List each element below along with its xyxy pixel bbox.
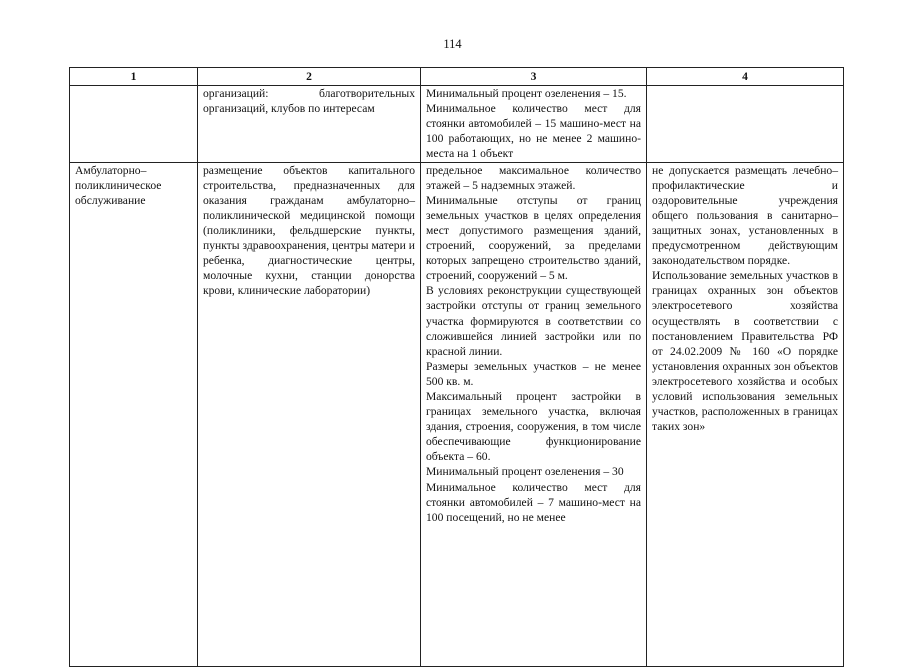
row2-col1-cell [70, 162, 198, 666]
use-type-description: размещение объектов капитального строительства, предназначенных для оказания гражданам амбулаторно–поликлинической медицинской помощи (поликлиники, фельдшерские пункты, пункты здравоохранения, центры матери и ребенка, диагностические центры, молочные кухни, станции донорства крови, клинические лаборатории) [203, 163, 415, 298]
row2-col2-cell [198, 162, 421, 666]
param-max-coverage: Максимальный процент застройки в границах земельного участка, включая здания, строения, сооружения, в том числе обеспечивающие функционирование объекта – 60. [426, 389, 641, 464]
use-type-name: Амбулаторно–поликлиническое обслуживание [75, 163, 162, 207]
restriction-sanitary-zones: не допускается размещать лечебно–профилактические и оздоровительные учреждения общего пользования в санитарно–защитных зонах, установленных в предусмотренном действующим законодательством порядке. [652, 163, 838, 268]
row1-col1-cell [70, 86, 198, 162]
param-min-greenery: Минимальный процент озеленения – 30 [426, 465, 624, 479]
row1-col3-para-1: Минимальный процент озеленения – 15. [426, 87, 627, 101]
param-plot-size: Размеры земельных участков – не менее 500 кв. м. [426, 359, 641, 388]
table-row [70, 86, 844, 162]
row1-col3-para-2: Минимальное количество мест для стоянки автомобилей – 15 машино-мест на 100 работающих, но не менее 2 машино-места на 1 объект [426, 102, 641, 161]
row2-col3-cell [421, 162, 647, 666]
row1-col3-cell [421, 86, 647, 162]
column-header-3: 3 [421, 68, 647, 86]
row1-col4-cell [647, 86, 844, 162]
table-row [70, 162, 844, 666]
row2-col4-cell [647, 162, 844, 666]
table-header-row [70, 68, 844, 86]
page-number: 114 [443, 37, 462, 51]
column-header-1: 1 [70, 68, 198, 86]
restriction-power-grid-zones: Использование земельных участков в границах охранных зон объектов электросетевого хозяйства осуществлять в соответствии с постановлением Правительства РФ от 24.02.2009 № 160 «О порядке установления охранных зон объектов электросетевого хозяйства и особых условий использования земельных участков, расположенных в границах таких зон» [652, 269, 838, 434]
param-parking: Минимальное количество мест для стоянки автомобилей – 7 машино-мест на 100 посещений, но не менее [426, 480, 641, 524]
param-max-floors: предельное максимальное количество этажей – 5 надземных этажей. [426, 163, 641, 192]
param-reconstruction-setbacks: В условиях реконструкции существующей застройки отступы от границ земельного участка формируются в соответствии со сложившейся линией застройки или по красной линии. [426, 284, 641, 358]
param-min-setbacks: Минимальные отступы от границ земельных участков в целях определения мест допустимого размещения зданий, строений, сооружений, за пределами которых запрещено строительство зданий, строений, сооружений – 5 м. [426, 193, 641, 283]
column-header-4: 4 [647, 68, 844, 86]
row1-col2-cell [198, 86, 421, 162]
column-header-2: 2 [198, 68, 421, 86]
row1-col2-text: организаций: благотворительных организаций, клубов по интересам [203, 87, 415, 116]
regulations-table [69, 67, 844, 667]
